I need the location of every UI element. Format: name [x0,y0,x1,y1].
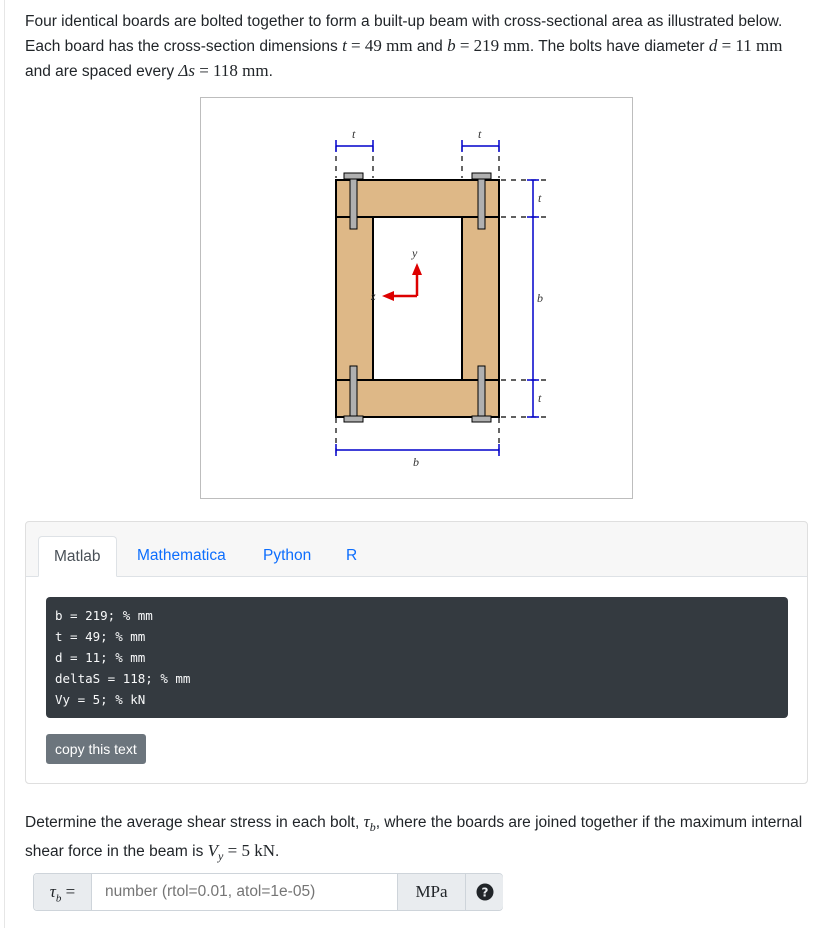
dim-label-t-top-right: t [478,127,482,141]
answer-unit: MPa [397,874,465,910]
question-circle-icon [466,874,504,910]
code-line: t = 49; % mm [55,629,146,644]
language-tabs [26,522,807,577]
tab-python[interactable]: Python [263,547,312,564]
tab-matlab[interactable]: Matlab [38,536,117,577]
dim-label-t-right-upper: t [538,191,542,205]
dim-label-b-right: b [537,291,543,305]
copy-text-button[interactable]: copy this text [46,734,146,764]
question-text: Determine the average shear stress in each bolt, $\tau_b$, where the boards are joined together if the maximum internal shear force in the beam is $V_y = 5$ kN. [25,812,803,864]
dim-label-t-top-left: t [352,127,356,141]
code-line: Vy = 5; % kN [55,692,146,707]
problem-statement: Four identical boards are bolted together to form a built-up beam with cross-sectional area as illustrated below. Each board has the cross-section dimensions t = 49 mm and b = 219 mm. The bolts have diameter d = 11 mm and are spaced every Δs = 118 mm. [25,13,783,80]
axes-arrows [382,263,422,301]
axis-label-z: z [371,289,376,303]
dim-label-t-right-lower: t [538,391,542,405]
code-line: deltaS = 118; % mm [55,671,191,686]
bottom-board [336,380,499,417]
beam-diagram [201,98,634,500]
help-button[interactable] [465,874,503,910]
answer-input-group [33,873,503,911]
axis-label-y: y [412,246,418,260]
answer-label: $\tau_b$ = [34,874,92,910]
code-line: d = 11; % mm [55,650,146,665]
tab-r[interactable]: R [346,547,358,564]
code-line: b = 219; % mm [55,608,153,623]
tab-content [26,577,807,783]
code-tab-panel [25,521,808,784]
dim-label-b-bottom: b [413,455,419,469]
top-board [336,180,499,217]
code-block [46,597,788,718]
svg-text:?: ? [481,885,489,900]
left-board [336,217,373,380]
right-board [462,217,499,380]
page [4,0,824,928]
answer-input[interactable] [93,874,397,910]
beam-cross-section-figure [200,97,633,499]
tab-mathematica[interactable]: Mathematica [137,547,226,564]
